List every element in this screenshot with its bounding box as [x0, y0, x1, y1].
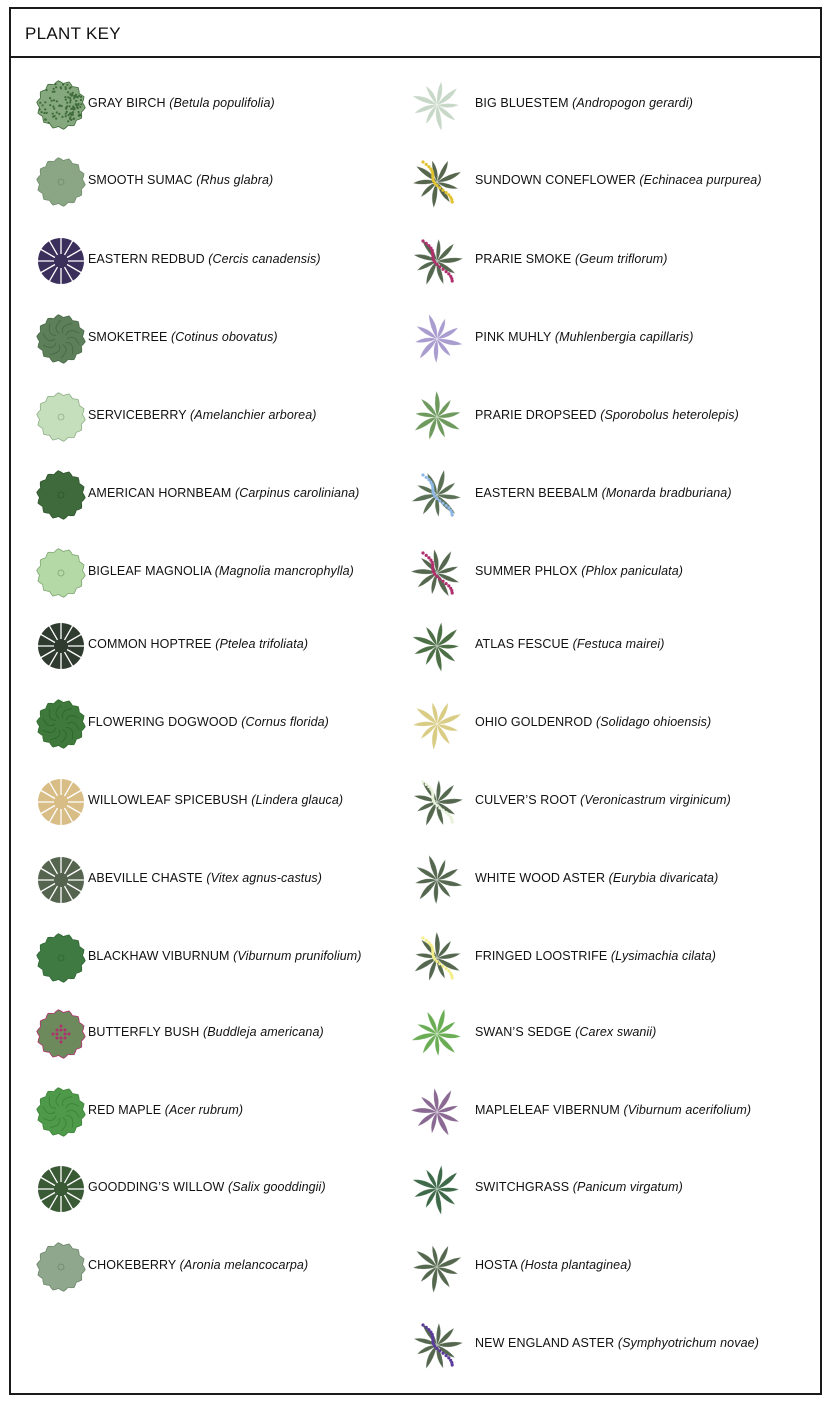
- tree-common-name: GOODDING’S WILLOW: [88, 1180, 225, 1194]
- perennial-symbol-icon: [407, 75, 467, 135]
- tree-common-name: SERVICEBERRY: [88, 408, 187, 422]
- tree-symbol-icon: [31, 543, 91, 603]
- tree-common-name: CHOKEBERRY: [88, 1258, 177, 1272]
- plant-key-header: [11, 9, 820, 58]
- perennial-common-name: BIG BLUESTEM: [475, 96, 569, 110]
- tree-latin-name: (Betula populifolia): [169, 96, 275, 110]
- plant-key-frame: [9, 7, 822, 1395]
- perennial-label: [475, 1336, 759, 1350]
- tree-symbol-icon: [31, 152, 91, 212]
- tree-common-name: SMOKETREE: [88, 330, 168, 344]
- perennial-common-name: WHITE WOOD ASTER: [475, 871, 606, 885]
- tree-symbol-icon: [31, 616, 91, 676]
- tree-latin-name: (Magnolia mancrophylla): [214, 564, 354, 578]
- tree-latin-name: (Buddleja americana): [202, 1025, 324, 1039]
- tree-symbol-icon: [31, 850, 91, 910]
- perennial-symbol-icon: [407, 1159, 467, 1219]
- tree-common-name: SMOOTH SUMAC: [88, 173, 193, 187]
- tree-latin-name: (Ptelea trifoliata): [215, 637, 309, 651]
- perennial-symbol-icon: [407, 616, 467, 676]
- tree-latin-name: (Amelanchier arborea): [190, 408, 317, 422]
- tree-label: [88, 408, 317, 422]
- perennial-common-name: PRARIE SMOKE: [475, 252, 572, 266]
- tree-common-name: BLACKHAW VIBURNUM: [88, 949, 230, 963]
- tree-symbol-icon: [31, 465, 91, 525]
- perennial-common-name: SUMMER PHLOX: [475, 564, 578, 578]
- tree-latin-name: (Cornus florida): [241, 715, 329, 729]
- tree-label: [88, 715, 329, 729]
- tree-label: [88, 637, 308, 651]
- tree-label: [88, 1258, 308, 1272]
- tree-common-name: BUTTERFLY BUSH: [88, 1025, 200, 1039]
- perennial-common-name: SUNDOWN CONEFLOWER: [475, 173, 636, 187]
- perennial-latin-name: (Andropogon gerardi): [572, 96, 693, 110]
- perennial-label: [475, 949, 716, 963]
- perennial-common-name: NEW ENGLAND ASTER: [475, 1336, 615, 1350]
- perennial-common-name: SWAN’S SEDGE: [475, 1025, 572, 1039]
- perennial-symbol-icon: [407, 1082, 467, 1142]
- perennial-common-name: EASTERN BEEBALM: [475, 486, 599, 500]
- perennial-label: [475, 1025, 656, 1039]
- perennial-latin-name: (Carex swanii): [575, 1025, 657, 1039]
- perennial-symbol-icon: [407, 465, 467, 525]
- tree-label: [88, 173, 273, 187]
- tree-label: [88, 949, 362, 963]
- perennial-symbol-icon: [407, 1315, 467, 1375]
- perennial-label: [475, 1180, 683, 1194]
- tree-label: [88, 564, 354, 578]
- perennial-latin-name: (Festuca mairei): [572, 637, 665, 651]
- tree-common-name: WILLOWLEAF SPICEBUSH: [88, 793, 248, 807]
- tree-symbol-icon: [31, 75, 91, 135]
- perennial-label: [475, 564, 683, 578]
- perennial-latin-name: (Sporobolus heterolepis): [600, 408, 739, 422]
- perennial-symbol-icon: [407, 850, 467, 910]
- perennial-symbol-icon: [407, 309, 467, 369]
- tree-label: [88, 330, 278, 344]
- perennial-latin-name: (Veronicastrum virginicum): [580, 793, 731, 807]
- perennial-symbol-icon: [407, 1004, 467, 1064]
- tree-latin-name: (Salix gooddingii): [228, 1180, 326, 1194]
- perennial-label: [475, 408, 739, 422]
- perennial-latin-name: (Monarda bradburiana): [601, 486, 732, 500]
- perennial-common-name: PRARIE DROPSEED: [475, 408, 597, 422]
- perennial-symbol-icon: [407, 387, 467, 447]
- tree-symbol-icon: [31, 1159, 91, 1219]
- tree-common-name: BIGLEAF MAGNOLIA: [88, 564, 212, 578]
- tree-symbol-icon: [31, 309, 91, 369]
- tree-latin-name: (Rhus glabra): [196, 173, 274, 187]
- perennial-symbol-icon: [407, 543, 467, 603]
- perennial-latin-name: (Geum triflorum): [574, 252, 668, 266]
- tree-label: [88, 1025, 324, 1039]
- perennial-symbol-icon: [407, 928, 467, 988]
- perennial-common-name: PINK MUHLY: [475, 330, 552, 344]
- tree-latin-name: (Carpinus caroliniana): [234, 486, 360, 500]
- perennial-common-name: HOSTA: [475, 1258, 517, 1272]
- perennial-label: [475, 637, 665, 651]
- tree-latin-name: (Lindera glauca): [251, 793, 344, 807]
- tree-latin-name: (Cotinus obovatus): [170, 330, 278, 344]
- tree-label: [88, 486, 359, 500]
- perennial-common-name: MAPLELEAF VIBERNUM: [475, 1103, 620, 1117]
- tree-label: [88, 871, 322, 885]
- tree-label: [88, 793, 343, 807]
- tree-label: [88, 252, 321, 266]
- plant-key-title: PLANT KEY: [25, 24, 121, 43]
- tree-symbol-icon: [31, 928, 91, 988]
- tree-common-name: EASTERN REDBUD: [88, 252, 205, 266]
- perennial-latin-name: (Eurybia divaricata): [608, 871, 719, 885]
- perennial-common-name: SWITCHGRASS: [475, 1180, 570, 1194]
- tree-latin-name: (Viburnum prunifolium): [233, 949, 362, 963]
- tree-latin-name: (Cercis canadensis): [208, 252, 321, 266]
- tree-symbol-icon: [31, 1082, 91, 1142]
- perennial-common-name: CULVER’S ROOT: [475, 793, 577, 807]
- tree-symbol-icon: [31, 694, 91, 754]
- perennial-label: [475, 330, 694, 344]
- tree-latin-name: (Vitex agnus-castus): [206, 871, 323, 885]
- perennial-label: [475, 1103, 751, 1117]
- perennial-label: [475, 793, 731, 807]
- tree-symbol-icon: [31, 231, 91, 291]
- perennial-label: [475, 715, 711, 729]
- tree-common-name: GRAY BIRCH: [88, 96, 166, 110]
- perennial-latin-name: (Panicum virgatum): [572, 1180, 683, 1194]
- perennial-latin-name: (Symphyotrichum novae): [617, 1336, 759, 1350]
- perennial-label: [475, 252, 668, 266]
- perennial-label: [475, 173, 762, 187]
- perennial-symbol-icon: [407, 152, 467, 212]
- tree-label: [88, 96, 275, 110]
- tree-symbol-icon: [31, 1004, 91, 1064]
- perennial-latin-name: (Lysimachia cilata): [610, 949, 717, 963]
- tree-common-name: FLOWERING DOGWOOD: [88, 715, 238, 729]
- perennial-latin-name: (Phlox paniculata): [581, 564, 684, 578]
- tree-label: [88, 1103, 243, 1117]
- tree-common-name: COMMON HOPTREE: [88, 637, 212, 651]
- perennial-symbol-icon: [407, 1237, 467, 1297]
- perennial-label: [475, 871, 718, 885]
- tree-common-name: AMERICAN HORNBEAM: [88, 486, 232, 500]
- perennial-symbol-icon: [407, 694, 467, 754]
- tree-label: [88, 1180, 326, 1194]
- tree-common-name: ABEVILLE CHASTE: [88, 871, 203, 885]
- perennial-latin-name: (Muhlenbergia capillaris): [554, 330, 694, 344]
- perennial-latin-name: (Hosta plantaginea): [520, 1258, 632, 1272]
- perennial-label: [475, 486, 732, 500]
- tree-symbol-icon: [31, 387, 91, 447]
- perennial-symbol-icon: [407, 231, 467, 291]
- perennial-latin-name: (Echinacea purpurea): [639, 173, 762, 187]
- perennial-common-name: FRINGED LOOSTRIFE: [475, 949, 608, 963]
- perennial-symbol-icon: [407, 772, 467, 832]
- tree-symbol-icon: [31, 772, 91, 832]
- perennial-label: [475, 96, 693, 110]
- perennial-latin-name: (Viburnum acerifolium): [623, 1103, 752, 1117]
- perennial-label: [475, 1258, 632, 1272]
- perennial-common-name: ATLAS FESCUE: [475, 637, 570, 651]
- tree-latin-name: (Aronia melancocarpa): [179, 1258, 309, 1272]
- tree-common-name: RED MAPLE: [88, 1103, 162, 1117]
- perennial-latin-name: (Solidago ohioensis): [595, 715, 712, 729]
- tree-latin-name: (Acer rubrum): [164, 1103, 244, 1117]
- perennial-common-name: OHIO GOLDENROD: [475, 715, 593, 729]
- tree-symbol-icon: [31, 1237, 91, 1297]
